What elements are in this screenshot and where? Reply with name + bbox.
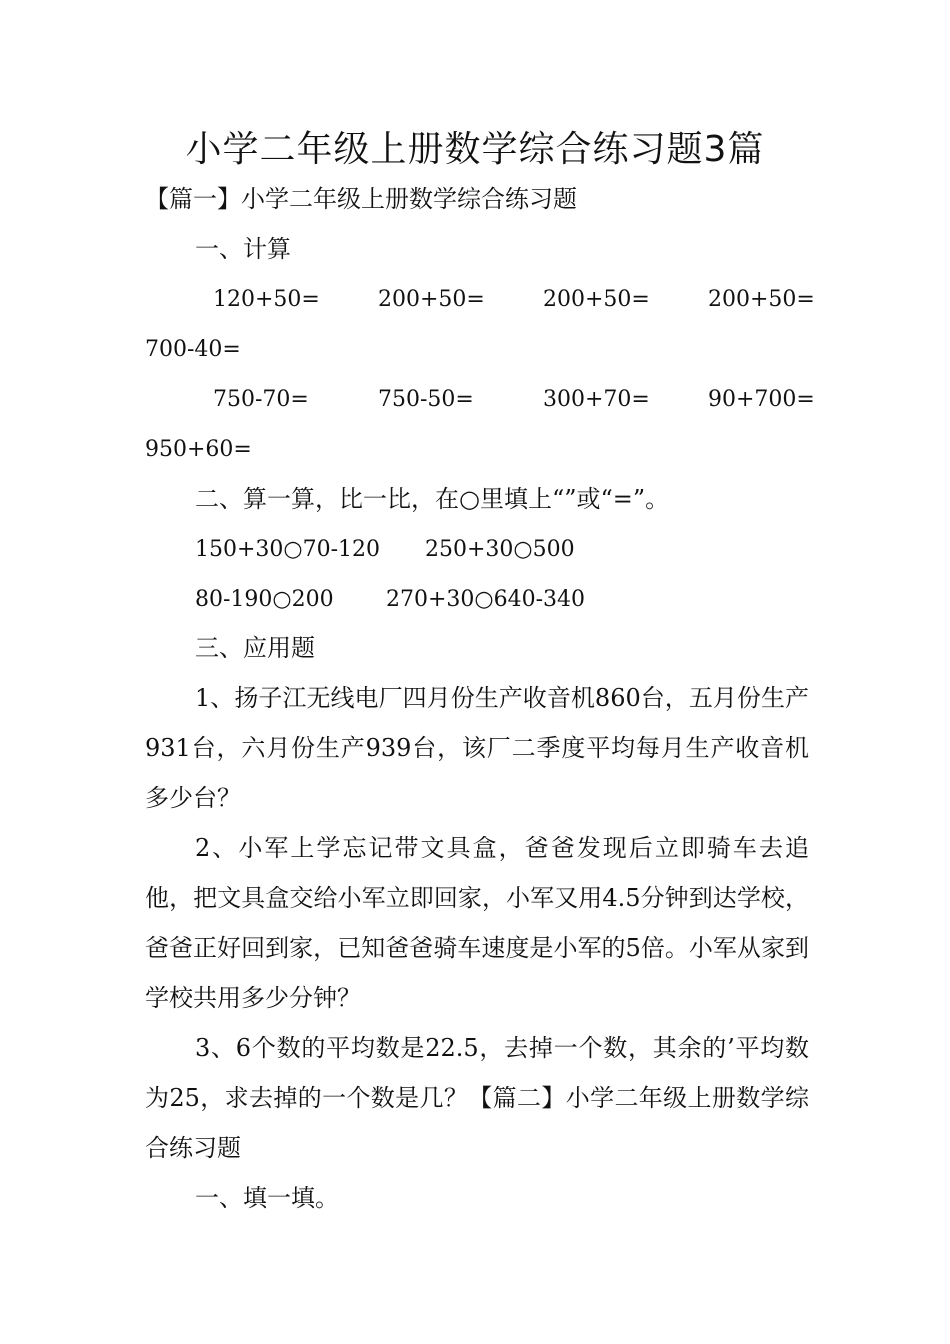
part2-section1-heading: 一、填一填。	[195, 1184, 339, 1212]
calc-item: 950+60=	[145, 437, 252, 462]
compare-item: 150+30○70-120	[195, 537, 381, 562]
compare-item: 80-190○200	[195, 587, 334, 612]
section3-heading: 三、应用题	[195, 634, 315, 662]
calc-item: 700-40=	[145, 337, 241, 362]
calc-item: 90+700=	[708, 387, 815, 412]
calc-item: 750-70=	[213, 387, 309, 412]
calc-item: 200+50=	[543, 287, 650, 312]
problem-2: 2、小军上学忘记带文具盒，爸爸发现后立即骑车去追他，把文具盒交给小军立即回家，小军又用4.5分钟到达学校，爸爸正好回到家，已知爸爸骑车速度是小军的5倍。小军从家到学校共用多少分钟？	[145, 834, 809, 1012]
page-title: 小学二年级上册数学综合练习题3篇	[185, 129, 765, 170]
problem-1: 1、扬子江无线电厂四月份生产收音机860台，五月份生产931台，六月份生产939台，该厂二季度平均每月生产收音机多少台？	[145, 684, 809, 812]
section2-heading: 二、算一算，比一比，在○里填上“”或“=”。	[195, 485, 670, 513]
problem-3: 3、6个数的平均数是22.5，去掉一个数，其余的’平均数为25，求去掉的一个数是几？【篇二】小学二年级上册数学综合练习题	[145, 1034, 809, 1162]
compare-item: 250+30○500	[425, 537, 575, 562]
calc-item: 300+70=	[543, 387, 650, 412]
calc-item: 200+50=	[378, 287, 485, 312]
calc-item: 120+50=	[213, 287, 320, 312]
calc-item: 750-50=	[378, 387, 474, 412]
calc-item: 200+50=	[708, 287, 815, 312]
part1-heading: 【篇一】小学二年级上册数学综合练习题	[145, 185, 577, 213]
section1-heading: 一、计算	[195, 235, 291, 263]
compare-item: 270+30○640-340	[386, 587, 586, 612]
